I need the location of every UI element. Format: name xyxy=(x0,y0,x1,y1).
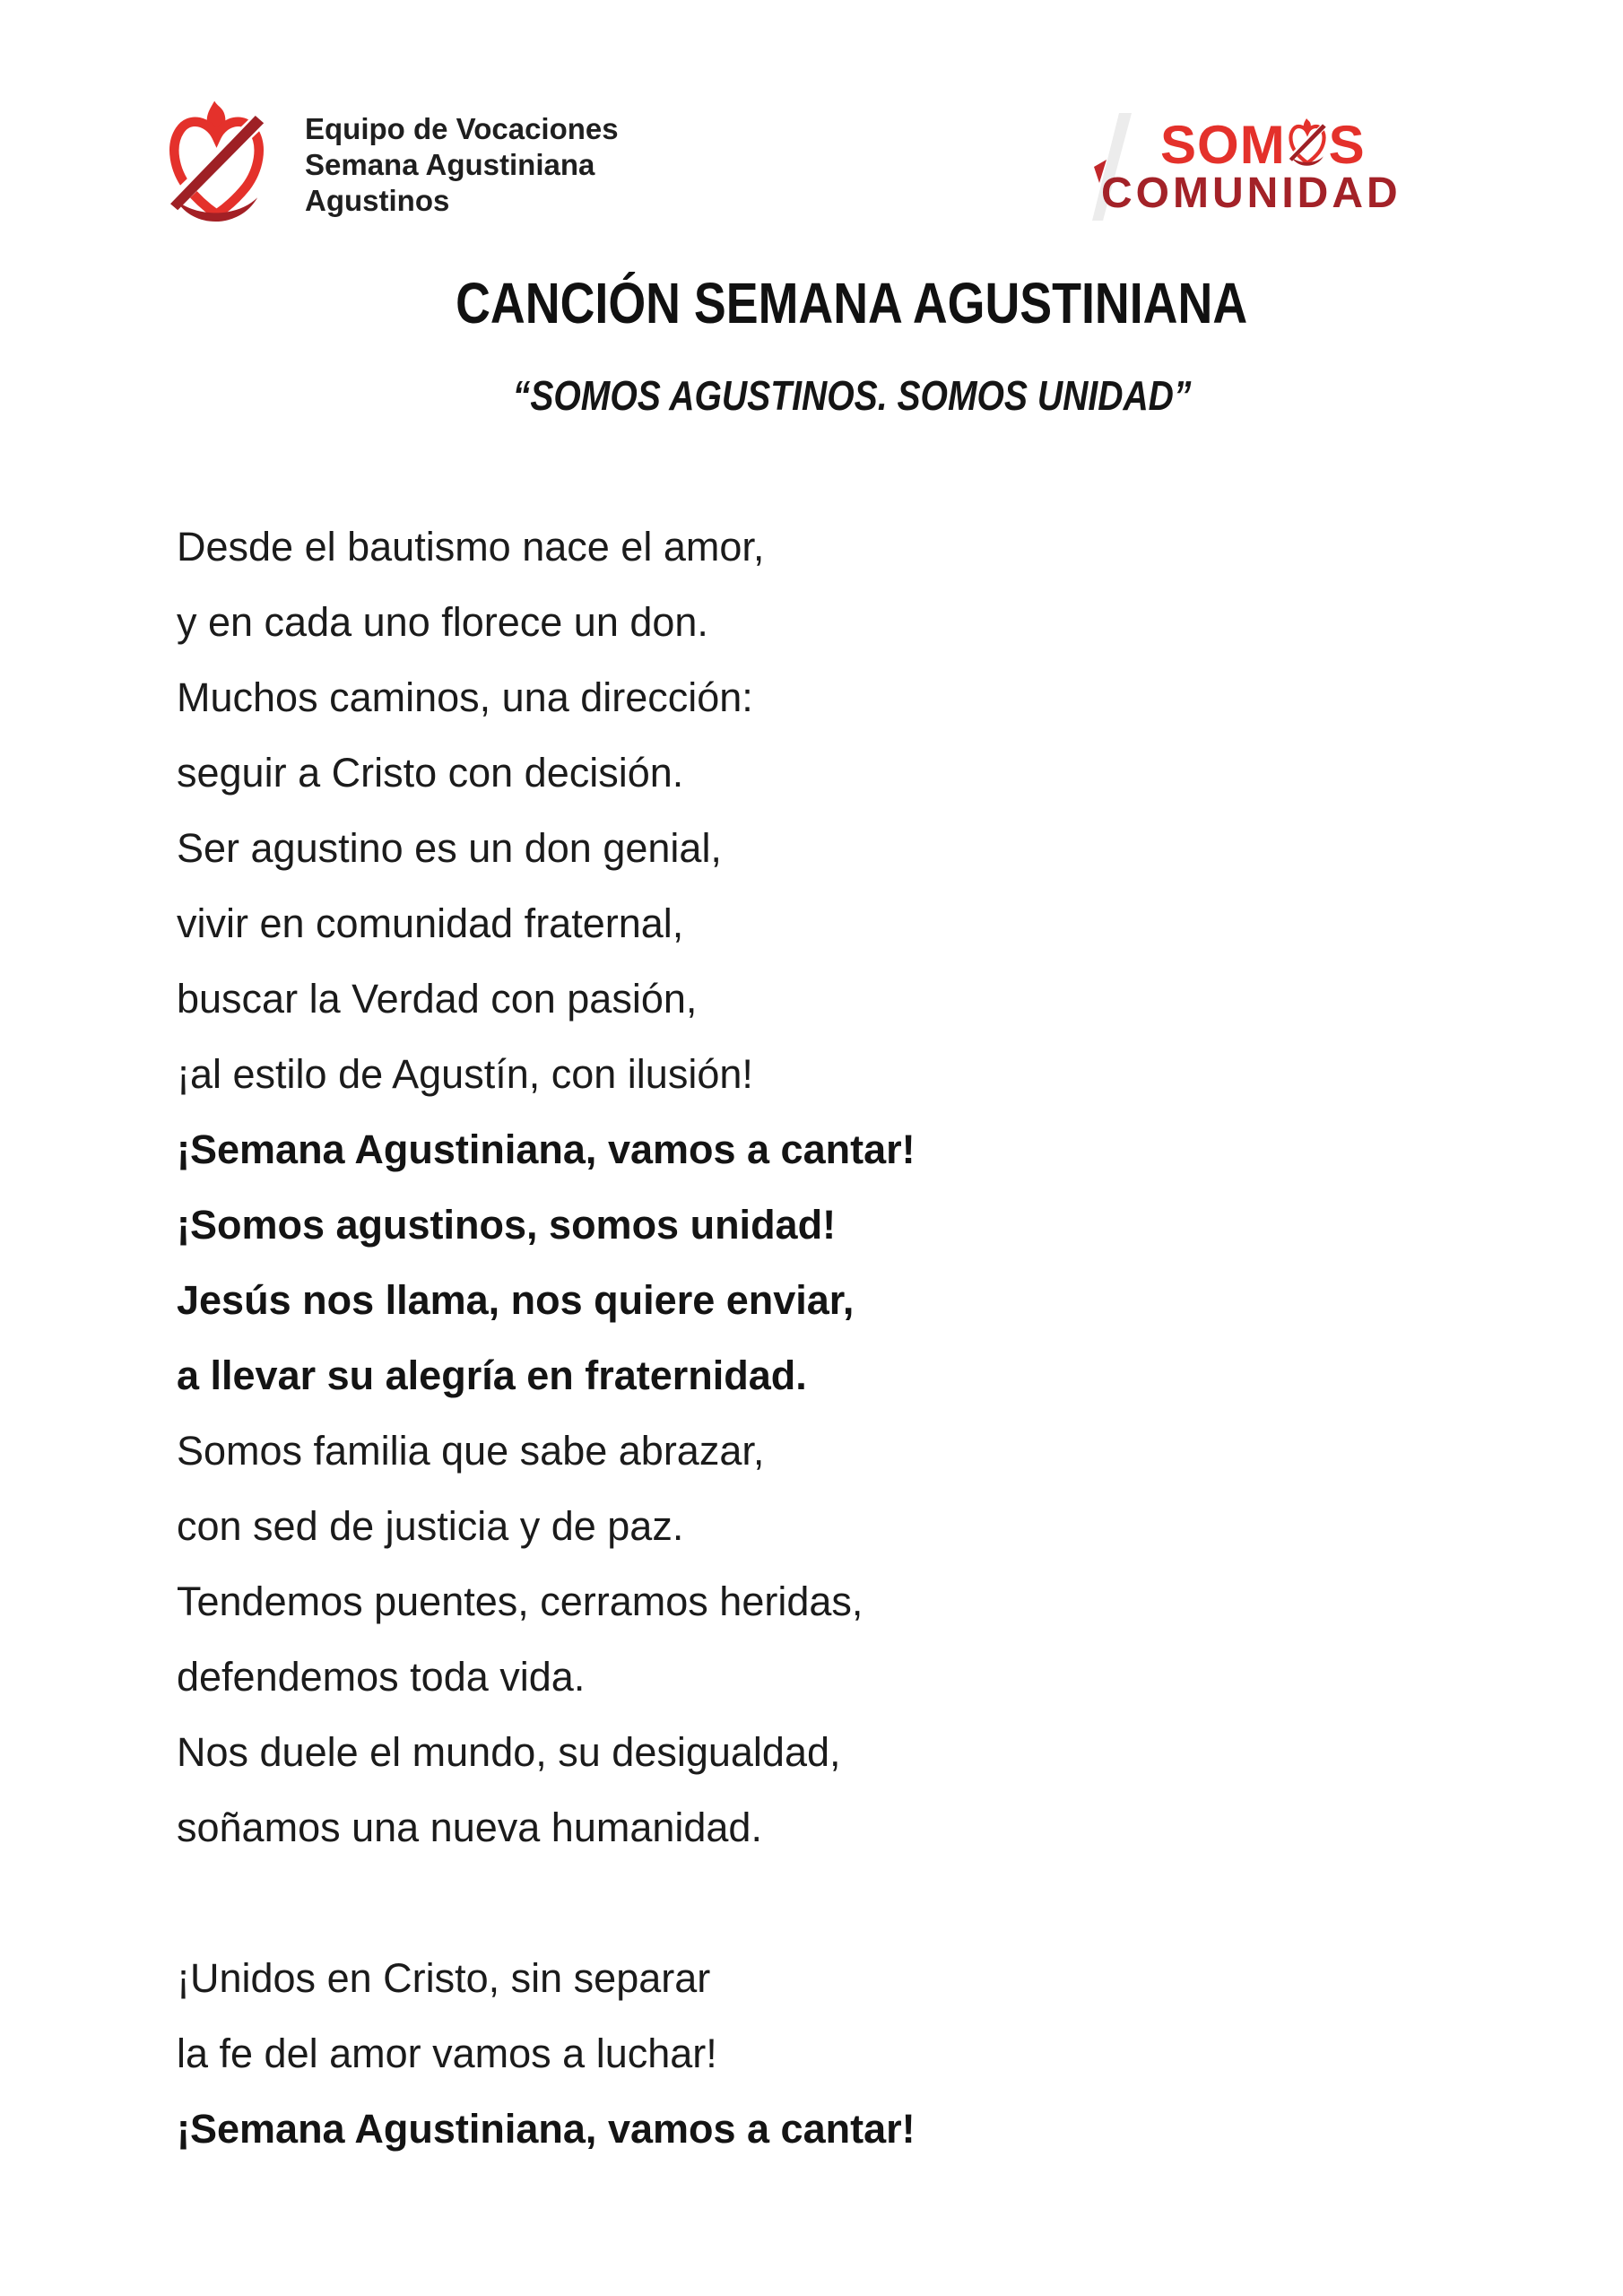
lyric-line: soñamos una nueva humanidad. xyxy=(177,1805,762,1850)
lyric-line: Desde el bautismo nace el amor, xyxy=(177,524,765,570)
lyric-line: Somos familia que sabe abrazar, xyxy=(177,1428,765,1474)
lyric-line: Nos duele el mundo, su desigualdad, xyxy=(177,1729,841,1775)
lyric-line: defendemos toda vida. xyxy=(177,1654,586,1700)
lyric-line: seguir a Cristo con decisión. xyxy=(177,750,684,796)
pierced-heart-icon xyxy=(164,99,269,231)
lyric-line: ¡Unidos en Cristo, sin separar xyxy=(177,1955,711,2001)
small-pierced-heart-icon xyxy=(1287,117,1328,170)
somos-wordmark xyxy=(1160,115,1366,175)
lyric-line: y en cada uno florece un don. xyxy=(177,599,708,645)
lyric-line: Muchos caminos, una dirección: xyxy=(177,674,753,720)
somos-comunidad-logo xyxy=(1092,106,1451,231)
lyric-line: ¡Semana Agustiniana, vamos a cantar! xyxy=(177,1126,916,1172)
page-title: CANCIÓN SEMANA AGUSTINIANA xyxy=(456,271,1248,335)
comunidad-wordmark: COMUNIDAD xyxy=(1101,170,1402,217)
lyric-line: buscar la Verdad con pasión, xyxy=(177,976,698,1022)
lyric-line: vivir en comunidad fraternal, xyxy=(177,900,684,946)
vocations-logo-line2: Semana Agustiniana xyxy=(305,148,595,181)
somos-text-pre: SOM xyxy=(1160,115,1286,175)
lyric-line: a llevar su alegría en fraternidad. xyxy=(177,1352,807,1398)
lyric-line: ¡Semana Agustiniana, vamos a cantar! xyxy=(177,2106,916,2152)
lyric-line: Jesús nos llama, nos quiere enviar, xyxy=(177,1277,855,1323)
lyric-line: con sed de justicia y de paz. xyxy=(177,1503,684,1549)
lyric-line: ¡Somos agustinos, somos unidad! xyxy=(177,1202,837,1248)
lyrics xyxy=(177,509,1432,2167)
lyric-line: la fe del amor vamos a luchar! xyxy=(177,2031,717,2076)
page-subtitle: “SOMOS AGUSTINOS. SOMOS UNIDAD” xyxy=(512,372,1192,419)
lyric-line: Tendemos puentes, cerramos heridas, xyxy=(177,1578,864,1624)
vocations-logo-text xyxy=(305,111,619,219)
vocations-logo-line3: Agustinos xyxy=(305,184,450,217)
lyric-line: ¡al estilo de Agustín, con ilusión! xyxy=(177,1051,753,1097)
vocations-logo-line1: Equipo de Vocaciones xyxy=(305,112,619,145)
somos-text-post: S xyxy=(1328,115,1366,175)
lyric-line: Ser agustino es un don genial, xyxy=(177,825,722,871)
